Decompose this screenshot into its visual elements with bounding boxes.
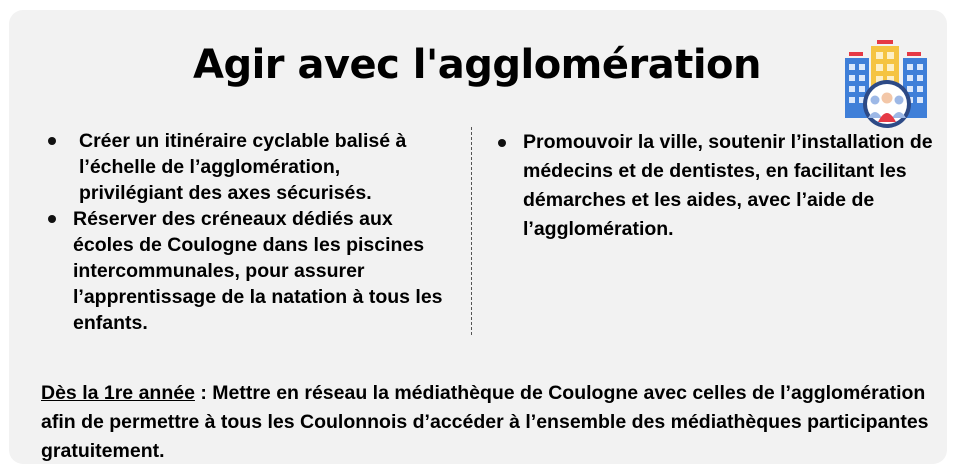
list-item: Réserver des créneaux dédiés aux écoles de Coulogne dans les piscines intercommunales, pour assurer l’apprentissage de la natation à tous les enfants. — [43, 206, 443, 336]
content-card — [9, 10, 947, 464]
page-title: Agir avec l'agglomération — [192, 42, 761, 88]
right-column — [493, 128, 933, 244]
left-column — [43, 128, 443, 336]
bottom-text: : Mettre en réseau la médiathèque de Coulogne avec celles de l’agglomération afin de permettre à tous les Coulonnois d’accéder à l’ensemble des médiathèques participantes gratuitement. — [41, 381, 929, 462]
city-community-icon — [841, 38, 933, 134]
list-item: Créer un itinéraire cyclable balisé à l’échelle de l’agglomération, privilégiant des axes sécurisés. — [43, 128, 443, 206]
bottom-emphasis: Dès la 1re année — [41, 381, 195, 404]
column-divider — [471, 127, 472, 335]
list-item: Promouvoir la ville, soutenir l’installation de médecins et de dentistes, en facilitant les démarches et les aides, avec l’aide de l’agglomération. — [493, 128, 933, 244]
bottom-paragraph — [41, 379, 941, 466]
